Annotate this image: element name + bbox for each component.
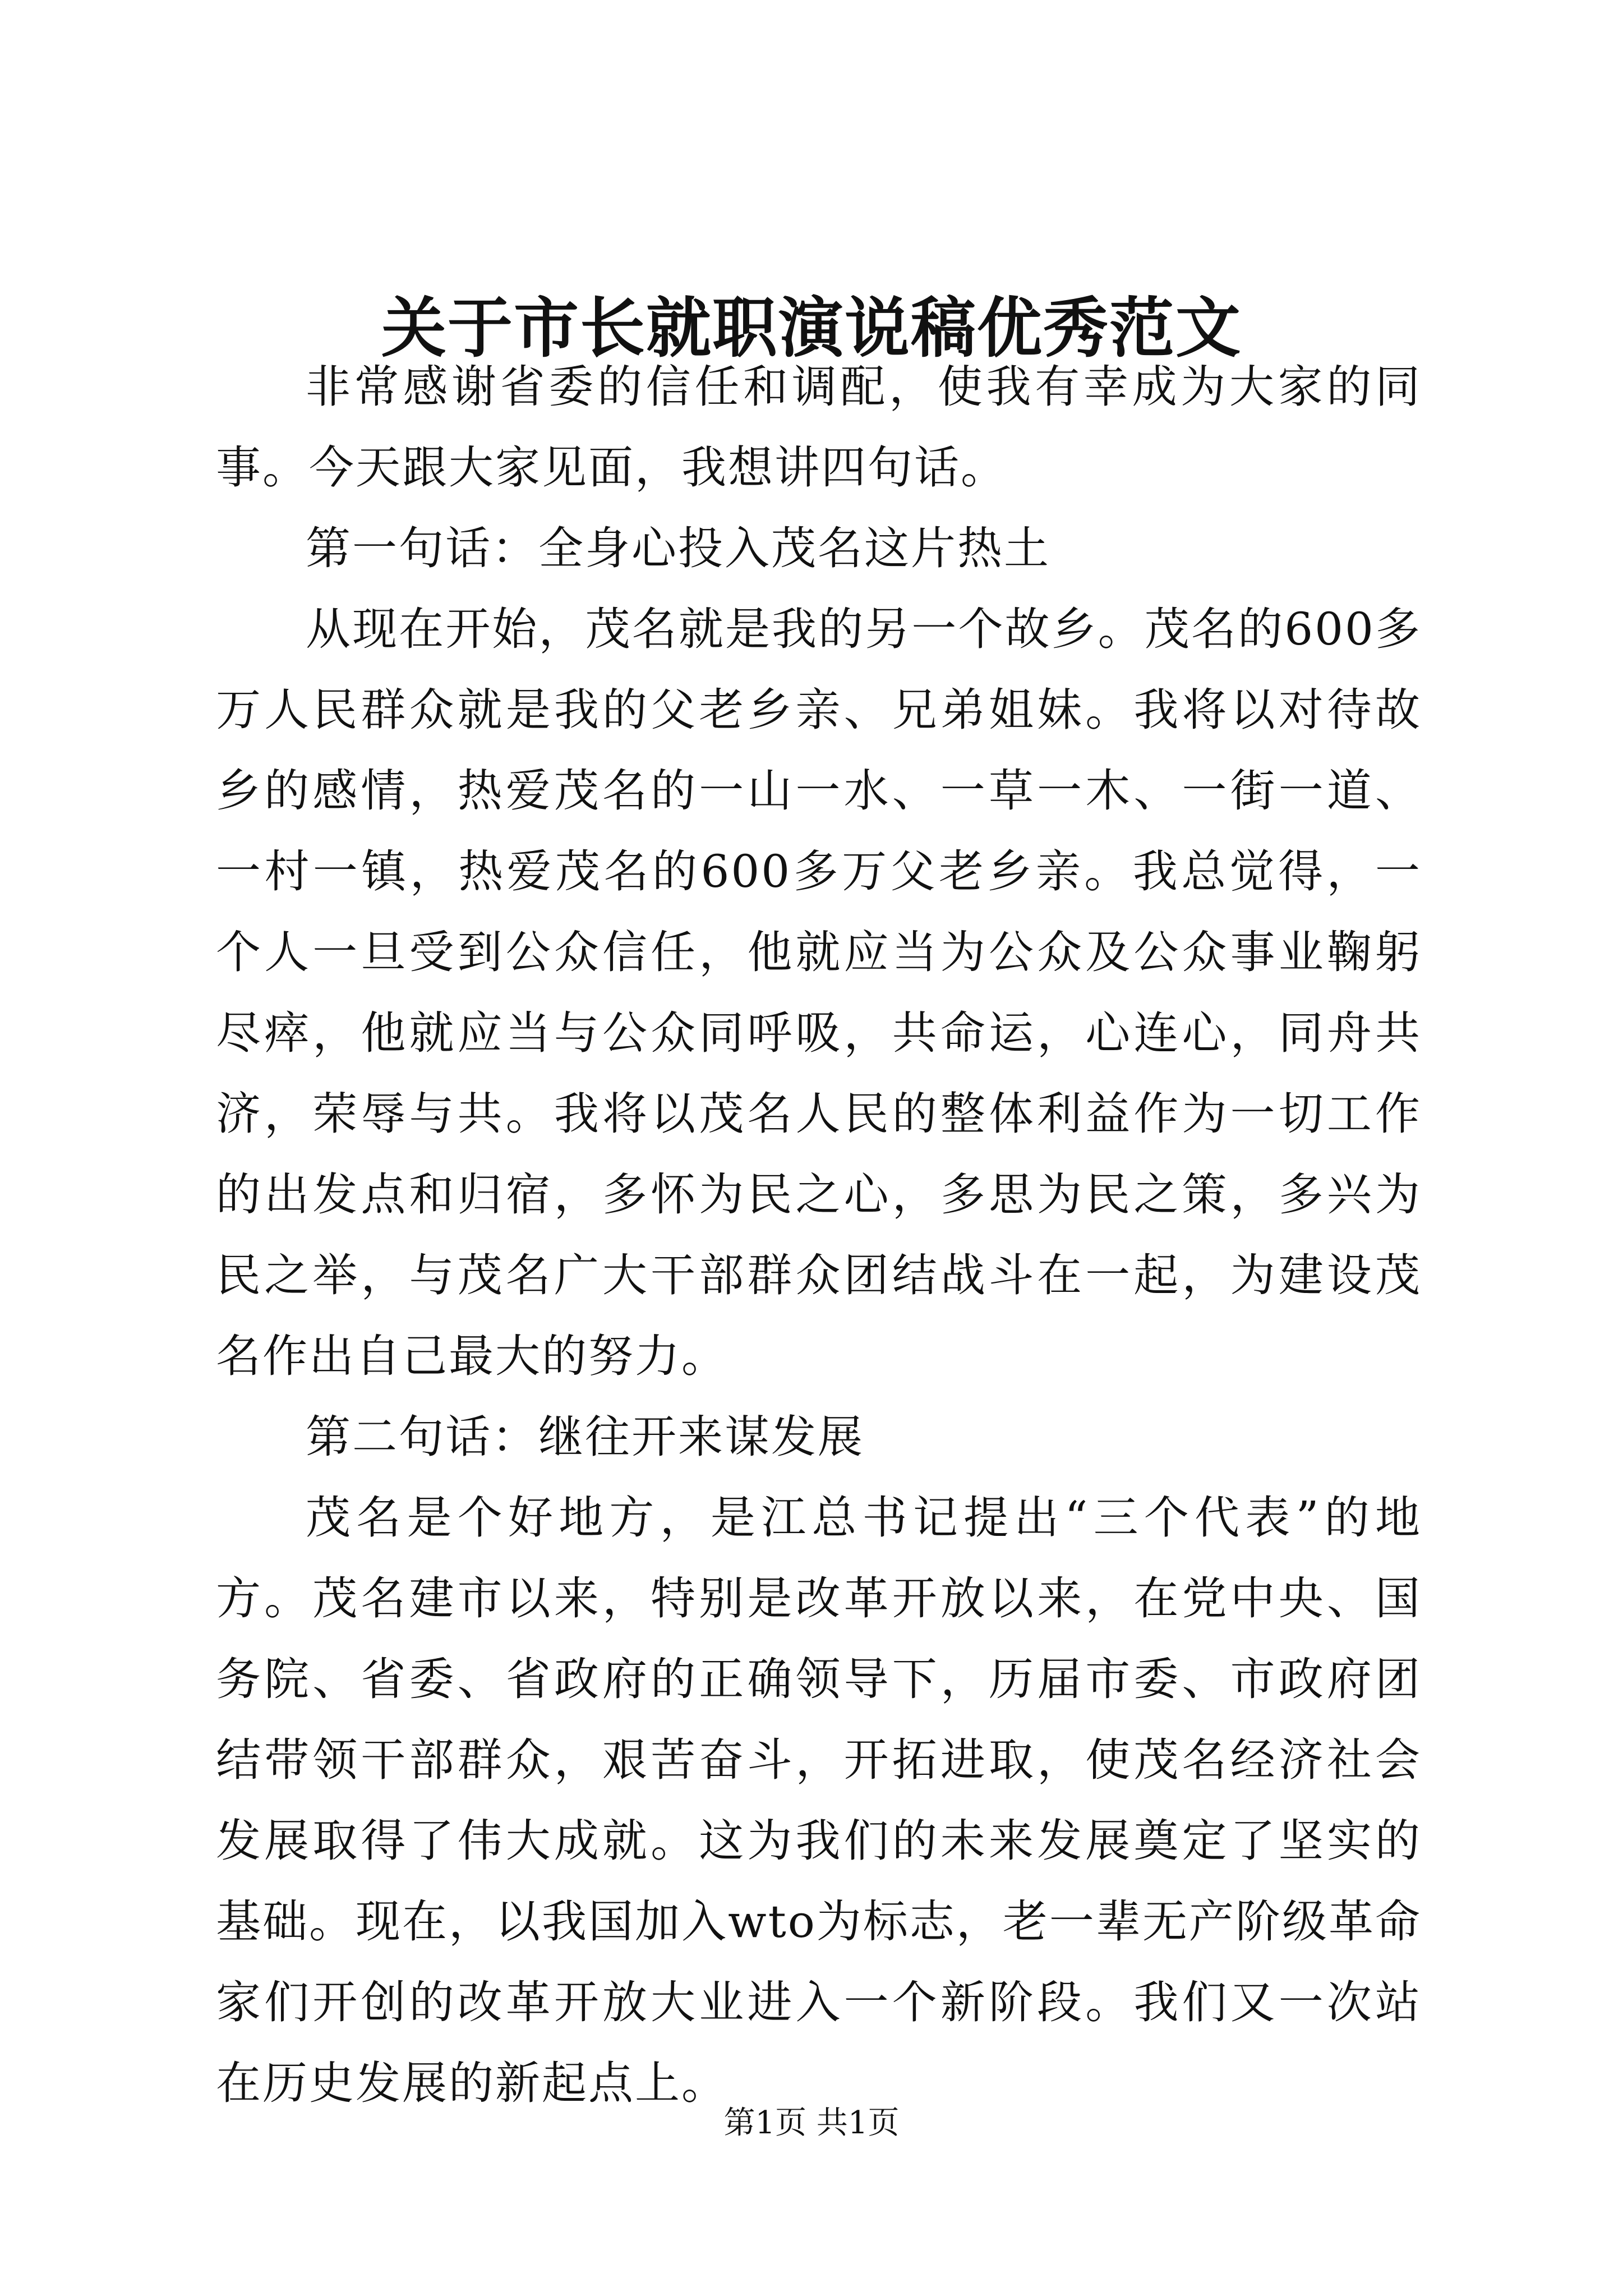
document-title: 关于市长就职演说稿优秀范文 [381,290,1242,366]
section-heading-2: 第二句话：继往开来谋发展 [306,1411,864,1463]
document-body [216,347,1422,2124]
page-footer: 第1页 共1页 [723,2105,900,2141]
paragraph-intro: 非常感谢省委的信任和调配，使我有幸成为大家的同事。今天跟大家见面，我想讲四句话。 [216,361,1422,494]
section-heading-1: 第一句话：全身心投入茂名这片热土 [306,522,1050,574]
paragraph-section-2: 茂名是个好地方，是江总书记提出“三个代表”的地方。茂名建市以来，特别是改革开放以来，在党中央、国务院、省委、省政府的正确领导下，历届市委、市政府团结带领干部群众，艰苦奋斗，开拓进取，使茂名经济社会发展取得了伟大成就。这为我们的未来发展奠定了坚实的基础。现在，以我国加入wto为标志，老一辈无产阶级革命家们开创的改革开放大业进入一个新阶段。我们又一次站在历史发展的新起点上。 [216,1492,1422,2109]
paragraph-section-1: 从现在开始，茂名就是我的另一个故乡。茂名的600多万人民群众就是我的父老乡亲、兄弟姐妹。我将以对待故乡的感情，热爱茂名的一山一水、一草一木、一街一道、一村一镇，热爱茂名的600多万父老乡亲。我总觉得，一个人一旦受到公众信任，他就应当为公众及公众事业鞠躬尽瘁，他就应当与公众同呼吸，共命运，心连心，同舟共济，荣辱与共。我将以茂名人民的整体利益作为一切工作的出发点和归宿，多怀为民之心，多思为民之策，多兴为民之举，与茂名广大干部群众团结战斗在一起，为建设茂名作出自己最大的努力。 [216,603,1422,1382]
